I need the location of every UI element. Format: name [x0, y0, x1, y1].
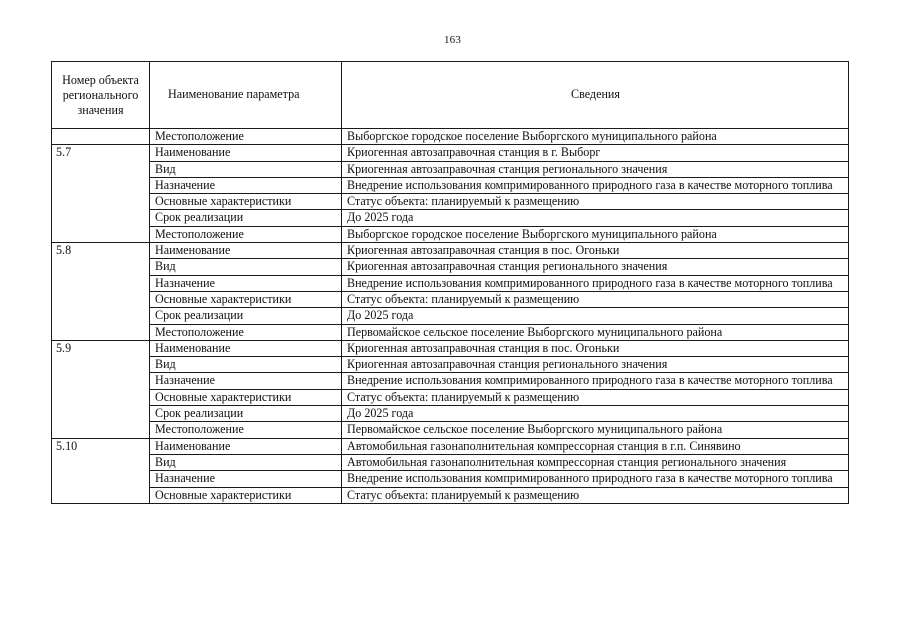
object-number-cell: [52, 373, 150, 389]
object-number-cell: 5.8: [52, 243, 150, 259]
object-number-cell: [52, 161, 150, 177]
table-row: [52, 259, 849, 275]
parameter-name-cell: Назначение: [150, 373, 342, 389]
object-number-cell: [52, 406, 150, 422]
information-cell: Внедрение использования компримированного природного газа в качестве моторного топлива: [342, 177, 849, 193]
parameter-name-cell: Наименование: [150, 340, 342, 356]
page-number: 163: [443, 34, 462, 46]
object-number-cell: [52, 357, 150, 373]
object-number-cell: [52, 454, 150, 470]
header-parameter-name: Наименование параметра: [150, 62, 342, 129]
object-number-cell: [52, 129, 150, 145]
parameter-name-cell: Назначение: [150, 177, 342, 193]
information-cell: Статус объекта: планируемый к размещению: [342, 291, 849, 307]
parameter-name-cell: Вид: [150, 454, 342, 470]
object-number-cell: [52, 291, 150, 307]
table-row: [52, 291, 849, 307]
parameter-name-cell: Местоположение: [150, 324, 342, 340]
object-number-cell: 5.7: [52, 145, 150, 161]
table-body: [52, 129, 849, 504]
parameter-name-cell: Вид: [150, 161, 342, 177]
object-number-cell: [52, 226, 150, 242]
table-row: [52, 373, 849, 389]
information-cell: Криогенная автозаправочная станция в г. Выборг: [342, 145, 849, 161]
object-number-cell: [52, 389, 150, 405]
table-row: [52, 210, 849, 226]
parameter-name-cell: Наименование: [150, 145, 342, 161]
object-number-cell: [52, 471, 150, 487]
table-row: [52, 438, 849, 454]
information-cell: Выборгское городское поселение Выборгского муниципального района: [342, 226, 849, 242]
table-row: [52, 275, 849, 291]
table-row: [52, 194, 849, 210]
information-cell: Автомобильная газонаполнительная компрессорная станция регионального значения: [342, 454, 849, 470]
object-number-cell: [52, 324, 150, 340]
parameter-name-cell: Основные характеристики: [150, 194, 342, 210]
parameter-name-cell: Основные характеристики: [150, 487, 342, 503]
parameter-name-cell: Местоположение: [150, 226, 342, 242]
information-cell: Автомобильная газонаполнительная компрессорная станция в г.п. Синявино: [342, 438, 849, 454]
table-row: [52, 357, 849, 373]
object-number-cell: [52, 177, 150, 193]
header-information: Сведения: [342, 62, 849, 129]
object-number-cell: [52, 422, 150, 438]
table-row: [52, 161, 849, 177]
information-cell: Первомайское сельское поселение Выборгского муниципального района: [342, 422, 849, 438]
parameter-name-cell: Назначение: [150, 275, 342, 291]
information-cell: Статус объекта: планируемый к размещению: [342, 194, 849, 210]
table-row: [52, 340, 849, 356]
information-cell: Статус объекта: планируемый к размещению: [342, 487, 849, 503]
information-cell: Внедрение использования компримированного природного газа в качестве моторного топлива: [342, 373, 849, 389]
table-header-row: [52, 62, 849, 129]
parameter-name-cell: Местоположение: [150, 129, 342, 145]
information-cell: Статус объекта: планируемый к размещению: [342, 389, 849, 405]
parameter-name-cell: Основные характеристики: [150, 389, 342, 405]
information-cell: Криогенная автозаправочная станция регионального значения: [342, 161, 849, 177]
parameter-name-cell: Наименование: [150, 438, 342, 454]
information-cell: Первомайское сельское поселение Выборгского муниципального района: [342, 324, 849, 340]
table-row: [52, 454, 849, 470]
parameter-name-cell: Вид: [150, 259, 342, 275]
parameter-name-cell: Срок реализации: [150, 210, 342, 226]
table-row: [52, 389, 849, 405]
parameter-name-cell: Вид: [150, 357, 342, 373]
information-cell: До 2025 года: [342, 210, 849, 226]
parameter-name-cell: Срок реализации: [150, 406, 342, 422]
information-cell: Криогенная автозаправочная станция регионального значения: [342, 259, 849, 275]
table-row: [52, 471, 849, 487]
object-number-cell: 5.9: [52, 340, 150, 356]
parameters-table: [51, 61, 849, 504]
information-cell: До 2025 года: [342, 308, 849, 324]
table-row: [52, 324, 849, 340]
information-cell: Внедрение использования компримированного природного газа в качестве моторного топлива: [342, 275, 849, 291]
object-number-cell: [52, 194, 150, 210]
table-row: [52, 243, 849, 259]
table-row: [52, 308, 849, 324]
information-cell: Криогенная автозаправочная станция в пос. Огоньки: [342, 243, 849, 259]
information-cell: До 2025 года: [342, 406, 849, 422]
object-number-cell: [52, 308, 150, 324]
table-row: [52, 487, 849, 503]
parameter-name-cell: Основные характеристики: [150, 291, 342, 307]
object-number-cell: [52, 275, 150, 291]
table-row: [52, 406, 849, 422]
information-cell: Внедрение использования компримированного природного газа в качестве моторного топлива: [342, 471, 849, 487]
object-number-cell: [52, 259, 150, 275]
object-number-cell: 5.10: [52, 438, 150, 454]
header-object-number: Номер объекта регионального значения: [52, 62, 150, 129]
table-row: [52, 177, 849, 193]
information-cell: Криогенная автозаправочная станция регионального значения: [342, 357, 849, 373]
table-row: [52, 226, 849, 242]
parameter-name-cell: Местоположение: [150, 422, 342, 438]
object-number-cell: [52, 487, 150, 503]
information-cell: Криогенная автозаправочная станция в пос. Огоньки: [342, 340, 849, 356]
parameter-name-cell: Срок реализации: [150, 308, 342, 324]
object-number-cell: [52, 210, 150, 226]
parameter-name-cell: Наименование: [150, 243, 342, 259]
table-row: [52, 422, 849, 438]
table-row: [52, 145, 849, 161]
table-row: [52, 129, 849, 145]
parameter-name-cell: Назначение: [150, 471, 342, 487]
information-cell: Выборгское городское поселение Выборгского муниципального района: [342, 129, 849, 145]
